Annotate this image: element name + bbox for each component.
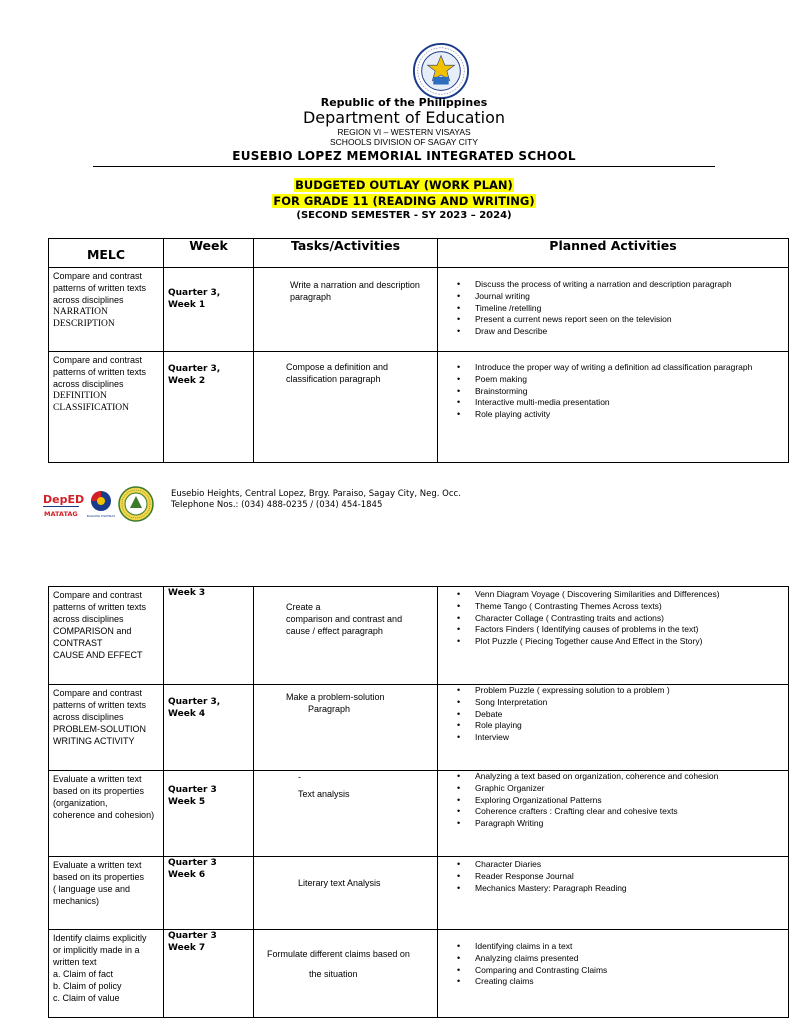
week-cell: [164, 685, 254, 771]
melc-line: DEFINITION: [53, 391, 107, 401]
week-line: Quarter 3,: [168, 364, 221, 374]
melc-line: Evaluate a written text: [53, 774, 142, 784]
activity-item: • Analyzing a text based on organization, coherence and cohesion: [475, 771, 788, 783]
activity-item: • Coherence crafters : Crafting clear and cohesive texts: [475, 806, 788, 818]
table-row: [49, 930, 789, 1018]
activity-item: • Introduce the proper way of writing a definition ad classification paragraph: [475, 362, 788, 374]
task-line: -: [298, 772, 301, 782]
planned-activities-cell: [438, 352, 789, 463]
melc-line: coherence and cohesion): [53, 810, 155, 820]
header-divider: [93, 166, 715, 167]
planned-activities-cell: [438, 930, 789, 1018]
document-subtitle: [0, 194, 808, 208]
activity-item: • Plot Puzzle ( Piecing Together cause And Effect in the Story): [475, 636, 788, 648]
task-line: comparison and contrast and: [286, 614, 403, 624]
col-header-melc: MELC: [49, 239, 164, 268]
activity-item: • Mechanics Mastery: Paragraph Reading: [475, 883, 788, 895]
melc-line: DESCRIPTION: [53, 319, 115, 329]
col-header-week: Week: [164, 239, 254, 268]
deped-seal-icon: [412, 42, 470, 100]
week-line: Quarter 3: [168, 931, 217, 941]
activity-item: • Interactive multi-media presentation: [475, 397, 788, 409]
melc-line: patterns of written texts: [53, 283, 147, 293]
task-line: paragraph: [290, 292, 332, 302]
melc-line: patterns of written texts: [53, 602, 147, 612]
table-row: [49, 268, 789, 352]
melc-cell: [49, 587, 164, 685]
melc-cell: [49, 268, 164, 352]
activity-item: • Role playing activity: [475, 409, 788, 421]
melc-line: b. Claim of policy: [53, 981, 122, 991]
task-cell: [254, 857, 438, 930]
activity-item: • Problem Puzzle ( expressing solution to a problem ): [475, 685, 788, 697]
bagong-pilipinas-logo-icon: [86, 489, 116, 519]
week-line: Week 1: [168, 300, 206, 310]
melc-line: Compare and contrast: [53, 688, 143, 698]
activity-item: • Draw and Describe: [475, 326, 788, 338]
deped-logo-text: DepED: [43, 493, 85, 506]
melc-line: across disciplines: [53, 295, 124, 305]
planned-activities-cell: [438, 685, 789, 771]
melc-line: based on its properties: [53, 872, 145, 882]
school-logo-icon: [118, 486, 154, 522]
activity-item: • Paragraph Writing: [475, 818, 788, 830]
week-cell: [164, 771, 254, 857]
melc-cell: [49, 857, 164, 930]
activity-item: • Character Diaries: [475, 859, 788, 871]
week-cell: [164, 352, 254, 463]
document-title: [0, 178, 808, 192]
melc-line: Evaluate a written text: [53, 860, 142, 870]
melc-line: Identify claims explicitly: [53, 933, 147, 943]
matatag-text: MATATAG: [44, 510, 78, 518]
melc-line: across disciplines: [53, 614, 124, 624]
melc-line: or implicitly made in a: [53, 945, 140, 955]
activity-item: • Reader Response Journal: [475, 871, 788, 883]
activity-item: • Analyzing claims presented: [475, 953, 788, 965]
melc-line: ( language use and: [53, 884, 131, 894]
work-plan-table-2: [48, 586, 789, 1018]
melc-line: based on its properties: [53, 786, 145, 796]
semester-label: (SECOND SEMESTER - SY 2023 – 2024): [296, 210, 512, 221]
melc-line: patterns of written texts: [53, 367, 147, 377]
task-line: cause / effect paragraph: [286, 626, 383, 636]
planned-activities-cell: [438, 857, 789, 930]
task-line: Text analysis: [298, 789, 350, 799]
melc-line: Compare and contrast: [53, 355, 143, 365]
week-line: Quarter 3,: [168, 697, 221, 707]
task-cell: [254, 930, 438, 1018]
col-header-tasks: Tasks/Activities: [254, 239, 438, 268]
week-line: Week 2: [168, 376, 206, 386]
week-cell: [164, 857, 254, 930]
task-line: classification paragraph: [286, 374, 381, 384]
planned-activities-cell: [438, 587, 789, 685]
task-line: Make a problem-solution: [286, 692, 385, 702]
title-line-2: FOR GRADE 11 (READING AND WRITING): [273, 194, 535, 208]
melc-cell: [49, 930, 164, 1018]
activity-item: • Theme Tango ( Contrasting Themes Across texts): [475, 601, 788, 613]
activity-item: • Song Interpretation: [475, 697, 788, 709]
table-row: [49, 685, 789, 771]
melc-cell: [49, 685, 164, 771]
activity-item: • Poem making: [475, 374, 788, 386]
week-cell: [164, 587, 254, 685]
week-line: Quarter 3,: [168, 288, 221, 298]
bagong-pilipinas-text: BAGONG PILIPINAS: [86, 514, 116, 518]
melc-line: mechanics): [53, 896, 100, 906]
activity-item: • Role playing: [475, 720, 788, 732]
melc-line: PROBLEM-SOLUTION: [53, 724, 147, 734]
melc-line: CAUSE AND EFFECT: [53, 650, 143, 660]
activity-item: • Creating claims: [475, 976, 788, 988]
melc-line: NARRATION: [53, 307, 108, 317]
task-line: Paragraph: [308, 704, 351, 714]
activity-item: • Present a current news report seen on the television: [475, 314, 788, 326]
activity-item: • Factors Finders ( Identifying causes of problems in the text): [475, 624, 788, 636]
country-name: Republic of the Philippines: [320, 96, 488, 109]
melc-line: across disciplines: [53, 712, 124, 722]
week-line: Week 7: [168, 943, 206, 953]
melc-line: across disciplines: [53, 379, 124, 389]
activity-item: • Interview: [475, 732, 788, 744]
table-row: [49, 771, 789, 857]
week-line: Week 4: [168, 709, 206, 719]
task-cell: [254, 352, 438, 463]
melc-line: a. Claim of fact: [53, 969, 114, 979]
melc-cell: [49, 771, 164, 857]
planned-activities-cell: [438, 268, 789, 352]
activity-item: • Debate: [475, 709, 788, 721]
table-row: [49, 857, 789, 930]
melc-line: COMPARISON and: [53, 626, 132, 636]
melc-line: WRITING ACTIVITY: [53, 736, 135, 746]
task-cell: [254, 268, 438, 352]
melc-line: CONTRAST: [53, 638, 103, 648]
work-plan-table-1: [48, 238, 789, 463]
division-name: SCHOOLS DIVISION OF SAGAY CITY: [330, 137, 478, 147]
task-line: the situation: [309, 969, 358, 979]
melc-line: c. Claim of value: [53, 993, 120, 1003]
table-header-row: [49, 239, 789, 268]
table-row: [49, 587, 789, 685]
deped-matatag-logo-icon: [42, 489, 85, 519]
task-cell: [254, 685, 438, 771]
task-line: Compose a definition and: [286, 362, 389, 372]
activity-item: • Exploring Organizational Patterns: [475, 795, 788, 807]
activity-item: • Comparing and Contrasting Claims: [475, 965, 788, 977]
week-line: Week 6: [168, 870, 206, 880]
melc-line: CLASSIFICATION: [53, 403, 130, 413]
melc-cell: [49, 352, 164, 463]
task-line: Write a narration and description: [290, 280, 420, 290]
melc-line: patterns of written texts: [53, 700, 147, 710]
school-address: Eusebio Heights, Central Lopez, Brgy. Paraiso, Sagay City, Neg. Occ.: [171, 489, 461, 499]
melc-line: Compare and contrast: [53, 271, 143, 281]
week-line: Week 3: [168, 588, 206, 598]
week-line: Quarter 3: [168, 858, 217, 868]
activity-item: • Timeline /retelling: [475, 303, 788, 315]
col-header-planned: Planned Activities: [438, 239, 789, 268]
task-cell: [254, 771, 438, 857]
week-line: Quarter 3: [168, 785, 217, 795]
activity-item: • Journal writing: [475, 291, 788, 303]
week-line: Week 5: [168, 797, 206, 807]
table-row: [49, 352, 789, 463]
week-cell: [164, 268, 254, 352]
melc-line: Compare and contrast: [53, 590, 143, 600]
planned-activities-cell: [438, 771, 789, 857]
school-name: EUSEBIO LOPEZ MEMORIAL INTEGRATED SCHOOL: [232, 149, 576, 163]
task-cell: [254, 587, 438, 685]
task-line: Formulate different claims based on: [267, 949, 410, 959]
melc-line: (organization,: [53, 798, 108, 808]
task-line: Create a: [286, 602, 321, 612]
region-name: REGION VI – WESTERN VISAYAS: [337, 127, 471, 137]
task-line: Literary text Analysis: [298, 878, 381, 888]
school-address-block: [171, 489, 461, 511]
department-name: Department of Education: [302, 108, 506, 127]
melc-line: written text: [53, 957, 97, 967]
activity-item: • Venn Diagram Voyage ( Discovering Similarities and Differences): [475, 589, 788, 601]
activity-item: • Brainstorming: [475, 386, 788, 398]
activity-item: • Character Collage ( Contrasting traits and actions): [475, 613, 788, 625]
school-telephone: Telephone Nos.: (034) 488-0235 / (034) 454-1845: [171, 500, 383, 510]
activity-item: • Identifying claims in a text: [475, 941, 788, 953]
title-line-1: BUDGETED OUTLAY (WORK PLAN): [295, 178, 513, 192]
week-cell: [164, 930, 254, 1018]
activity-item: • Discuss the process of writing a narration and description paragraph: [475, 279, 788, 291]
activity-item: • Graphic Organizer: [475, 783, 788, 795]
